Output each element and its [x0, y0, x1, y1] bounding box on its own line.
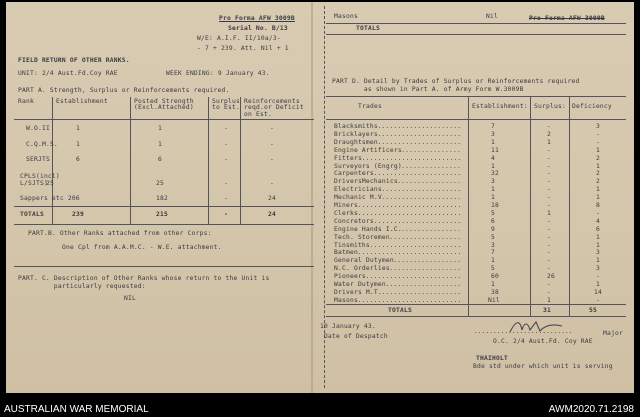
trade-establishment: 1: [491, 257, 495, 265]
trade-deficiency: 8: [596, 202, 600, 209]
leader-dots: ..................: [389, 233, 462, 241]
trade-establishment: 4: [491, 154, 495, 162]
leader-dots: ...............: [401, 162, 462, 170]
trade-deficiency: -: [596, 209, 600, 217]
trade-name: Surveyors (Engrg): [334, 162, 402, 170]
col-surplus: Surplus:: [534, 103, 566, 110]
totals-posted: 215: [156, 211, 168, 218]
leader-dots: ........................: [365, 273, 462, 281]
reinf-cell: -: [270, 156, 274, 163]
trade-name: Electricians: [334, 186, 382, 194]
col-surplus: Surplus to Est.: [212, 98, 240, 112]
center-divider: [324, 6, 325, 388]
strength-line: - 7 + 239. Att. Nil + 1: [197, 45, 289, 52]
trade-surplus: -: [547, 123, 551, 130]
leader-dots: ..........................: [357, 209, 462, 217]
leader-dots: ......................: [373, 217, 462, 225]
rank-cell: C.Q.M.S.: [26, 141, 58, 148]
trade-name: Batmen: [334, 249, 358, 257]
trade-establishment: 3: [491, 178, 495, 186]
signature-rank: Major: [603, 330, 623, 337]
leader-dots: ..................: [389, 265, 462, 273]
rule: [569, 97, 570, 317]
top-masons-value: Nil: [486, 13, 498, 20]
est-cell: 25: [46, 180, 54, 187]
trade-name: Drivers M.T.: [334, 288, 382, 296]
trade-name: Draughtsmen: [334, 138, 378, 146]
leader-dots: ...................: [385, 281, 462, 288]
trade-deficiency: 4: [596, 217, 600, 225]
trade-name: DriversMechanics: [334, 178, 398, 186]
surplus-cell: -: [224, 141, 228, 148]
trade-deficiency: -: [596, 138, 600, 146]
rule: [326, 316, 626, 317]
trade-surplus: -: [547, 249, 551, 257]
reinf-cell: -: [270, 125, 274, 132]
trade-name: Miners: [334, 202, 358, 209]
trade-deficiency: 1: [596, 233, 600, 241]
surplus-cell: -: [224, 180, 228, 187]
trade-deficiency: -: [596, 296, 600, 304]
trade-establishment: 1: [491, 162, 495, 170]
trade-deficiency: 2: [596, 170, 600, 178]
trade-deficiency: 1: [596, 281, 600, 288]
trade-deficiency: 3: [596, 123, 600, 130]
trade-surplus: 1: [547, 138, 551, 146]
trade-name: Bricklayers: [334, 130, 378, 138]
trade-establishment: 1: [491, 281, 495, 288]
part-b-detail: One Cpl from A.A.M.C. - W.E. attachment.: [62, 244, 222, 251]
trade-establishment: 11: [491, 146, 499, 154]
serial-number: Serial No. B/13: [228, 25, 288, 32]
rule: [14, 224, 314, 225]
trade-surplus: -: [547, 186, 551, 194]
trade-deficiency: 2: [596, 154, 600, 162]
posted-cell: 1: [158, 141, 162, 148]
trades-totals-surplus: 31: [543, 307, 551, 314]
leader-dots: .................: [393, 257, 462, 265]
trade-deficiency: 14: [594, 288, 602, 296]
trade-surplus: -: [547, 154, 551, 162]
posted-cell: 6: [158, 156, 162, 163]
trade-surplus: -: [547, 217, 551, 225]
part-c-value: NIL: [124, 295, 136, 302]
est-cell: 1: [76, 125, 80, 132]
leader-dots: ..........................: [357, 296, 462, 304]
col-deficiency: Deficiency: [572, 103, 612, 110]
trade-establishment: 38: [491, 288, 499, 296]
leader-dots: ...............: [401, 225, 462, 233]
trade-surplus: -: [547, 233, 551, 241]
trade-establishment: 18: [491, 202, 499, 209]
rule: [14, 119, 314, 120]
surplus-cell: -: [224, 156, 228, 163]
signature-line: ..........................: [474, 328, 573, 335]
trade-name: Carpenters: [334, 170, 374, 178]
rule: [326, 96, 626, 97]
top-masons-label: Masons: [334, 13, 358, 20]
trade-name: Pioneers: [334, 273, 366, 281]
leader-dots: ..........................: [357, 249, 462, 257]
trade-deficiency: 1: [596, 241, 600, 249]
reinf-cell: -: [270, 180, 274, 187]
trade-deficiency: 1: [596, 257, 600, 265]
part-a-title: PART A. Strength, Surplus or Reinforcements required.: [18, 87, 230, 94]
trade-surplus: -: [547, 146, 551, 154]
trade-name: Masons: [334, 296, 358, 304]
trade-surplus: -: [547, 265, 551, 273]
document-page: [6, 2, 634, 393]
trade-name: Engine Artificers: [334, 146, 402, 154]
trade-name: General Dutymen: [334, 257, 394, 265]
trade-establishment: 5: [491, 265, 495, 273]
leader-dots: .........................: [361, 154, 462, 162]
rule: [468, 97, 469, 317]
unit-name: UNIT: 2/4 Aust.Fd.Coy RAE: [18, 70, 118, 77]
trade-name: Mechanic M.V.: [334, 194, 386, 202]
trade-deficiency: 1: [596, 186, 600, 194]
trade-surplus: -: [547, 288, 551, 296]
totals-surplus: -: [224, 211, 228, 218]
leader-dots: ....................: [381, 288, 462, 296]
surplus-cell: -: [224, 195, 228, 202]
trade-surplus: 1: [547, 296, 551, 304]
trade-surplus: -: [547, 225, 551, 233]
leader-dots: .......................: [369, 241, 462, 249]
trade-name: Fitters: [334, 154, 362, 162]
trade-establishment: 5: [491, 233, 495, 241]
rank-cell: CPLS(incl) L/SJTS): [20, 173, 60, 187]
rank-cell: Sappers etc 206: [20, 195, 80, 202]
totals-label: TOTALS: [20, 211, 44, 218]
we-line: W/E: A.I.F. II/10a/3-: [197, 35, 281, 42]
trade-name: Concretors: [334, 217, 374, 225]
station-name: THAIHOLT: [476, 355, 508, 362]
archive-footer: [0, 393, 640, 417]
station-label: Bde std under which unit is serving: [473, 363, 613, 370]
trade-establishment: 7: [491, 123, 495, 130]
trade-deficiency: 3: [596, 265, 600, 273]
trade-establishment: 3: [491, 130, 495, 138]
form-number: Pro Forma AFW 3009B: [219, 15, 295, 22]
trade-name: Engine Hands I.C.: [334, 225, 402, 233]
rule: [14, 206, 314, 207]
part-d-title: PART D. Detail by Trades of Surplus or Reinforcements required as shown in Part A. of Army Form W.3009B: [332, 78, 580, 93]
trade-name: N.C. Orderlies: [334, 265, 390, 273]
posted-cell: 1: [158, 125, 162, 132]
trade-name: Tinsmiths: [334, 241, 370, 249]
trade-deficiency: 3: [596, 249, 600, 257]
leader-dots: ................: [397, 178, 462, 186]
leader-dots: .....................: [377, 123, 462, 130]
col-trades: Trades: [358, 103, 382, 110]
est-cell: 1: [76, 141, 80, 148]
trade-establishment: 9: [491, 225, 495, 233]
archive-reference: AWM2020.71.2198: [548, 404, 634, 415]
leader-dots: ..........................: [357, 202, 462, 209]
top-totals-label: TOTALS: [356, 25, 380, 32]
trade-establishment: 1: [491, 194, 495, 202]
rule: [326, 34, 626, 35]
trade-establishment: 3: [491, 241, 495, 249]
trade-establishment: 32: [491, 170, 499, 178]
trade-name: Water Dutymen: [334, 281, 386, 288]
trade-surplus: -: [547, 202, 551, 209]
trade-surplus: 1: [547, 209, 551, 217]
trade-deficiency: 6: [596, 225, 600, 233]
return-title: FIELD RETURN OF OTHER RANKS.: [18, 57, 130, 64]
rule: [530, 97, 531, 317]
trade-establishment: 7: [491, 249, 495, 257]
trade-establishment: 6: [491, 217, 495, 225]
rank-cell: W.O.II: [26, 125, 50, 132]
trade-name: Blacksmiths: [334, 123, 378, 130]
trade-surplus: -: [547, 178, 551, 186]
trades-totals-deficiency: 55: [589, 307, 597, 314]
trade-deficiency: 2: [596, 178, 600, 186]
surplus-cell: -: [224, 125, 228, 132]
trade-establishment: 5: [491, 209, 495, 217]
trade-deficiency: -: [596, 273, 600, 281]
trade-establishment: 1: [491, 186, 495, 194]
rule: [326, 23, 626, 24]
trade-surplus: -: [547, 194, 551, 202]
rank-cell: SERJTS: [26, 156, 50, 163]
page-fold: [311, 2, 313, 393]
col-establishment: Establishment:: [472, 103, 528, 110]
trades-totals-label: TOTALS: [388, 307, 412, 314]
signature-title: O.C. 2/4 Aust.Fd. Coy RAE: [493, 338, 593, 345]
trade-deficiency: 1: [596, 146, 600, 154]
week-ending: WEEK ENDING: 9 January 43.: [166, 70, 270, 77]
trade-surplus: -: [547, 281, 551, 288]
trade-surplus: -: [547, 241, 551, 249]
trade-deficiency: 1: [596, 162, 600, 170]
archive-name: AUSTRALIAN WAR MEMORIAL: [4, 404, 149, 415]
trade-surplus: 26: [547, 273, 555, 281]
form-number-repeat: Pro Forma AFW 3009B: [529, 15, 605, 22]
trade-surplus: -: [547, 170, 551, 178]
rule: [14, 266, 314, 267]
despatch-label: Date of Despatch: [324, 333, 388, 340]
trade-deficiency: 1: [596, 194, 600, 202]
trade-surplus: -: [547, 162, 551, 170]
despatch-date: 10 January 43.: [320, 323, 376, 330]
est-cell: 6: [76, 156, 80, 163]
trade-deficiency: -: [596, 130, 600, 138]
leader-dots: .....................: [377, 138, 462, 146]
reinf-cell: 24: [268, 195, 276, 202]
totals-reinf: 24: [268, 211, 276, 218]
reinf-cell: -: [270, 141, 274, 148]
trade-surplus: -: [547, 257, 551, 265]
trade-establishment: Nil: [488, 296, 500, 304]
posted-cell: 25: [156, 180, 164, 187]
leader-dots: .....................: [377, 130, 462, 138]
leader-dots: ...............: [401, 146, 462, 154]
leader-dots: ......................: [373, 170, 462, 178]
posted-cell: 182: [156, 195, 168, 202]
part-c-title: PART. C. Description of Other Ranks whose return to the Unit is particularly requested:: [18, 275, 270, 290]
leader-dots: ...................: [385, 194, 462, 202]
col-reinforcements: Reinforcements reqd.or Deficit on Est.: [244, 98, 304, 118]
rule: [326, 119, 626, 120]
leader-dots: ....................: [381, 186, 462, 194]
rule: [326, 304, 626, 305]
trade-name: Tech. Storemen: [334, 233, 390, 241]
trade-surplus: 2: [547, 130, 551, 138]
trade-establishment: 60: [491, 273, 499, 281]
totals-est: 239: [72, 211, 84, 218]
col-posted: Posted Strength (Excl.Attached): [134, 98, 194, 112]
col-rank: Rank: [18, 98, 34, 105]
trade-name: Clerks: [334, 209, 358, 217]
col-establishment: Establishment: [56, 98, 108, 105]
part-b-title: PART.B. Other Ranks attached from other Corps:: [28, 230, 212, 237]
trade-establishment: 1: [491, 138, 495, 146]
